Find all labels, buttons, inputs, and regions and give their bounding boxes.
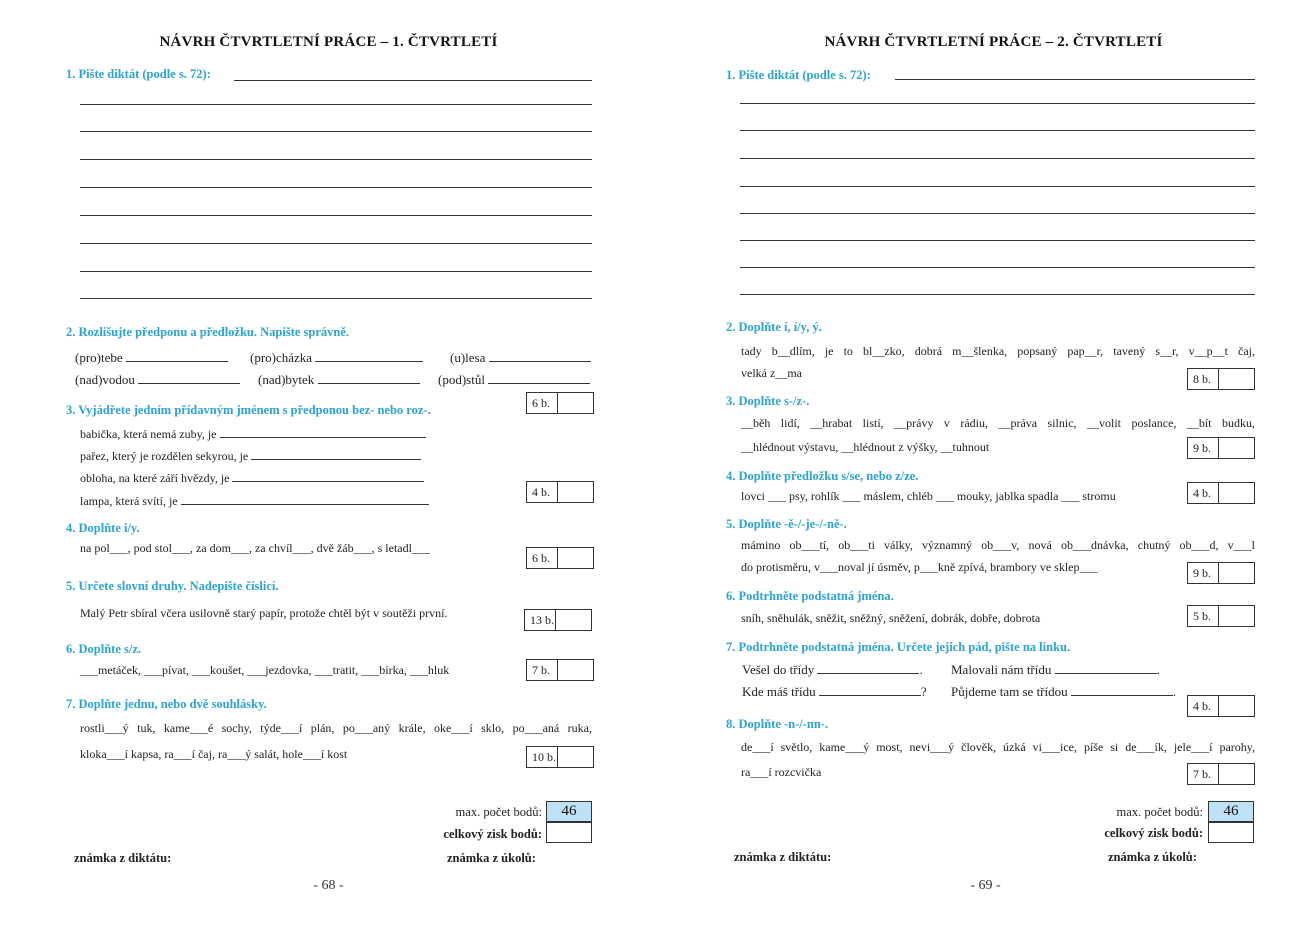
answer-line[interactable] <box>181 504 429 505</box>
task-5-heading: 5. Určete slovní druhy. Nadepište číslicí. <box>66 579 279 593</box>
dictation-line[interactable] <box>740 294 1255 295</box>
score-box: 5 b. <box>1187 605 1255 627</box>
task-5-text: Malý Petr sbíral včera usilovně starý papír, protože chtěl být v soutěži první. <box>80 606 448 620</box>
task-7-line: kloka___í kapsa, ra___í čaj, ra___ý salát, hole___í kost <box>80 747 348 761</box>
answer-line[interactable] <box>232 481 424 482</box>
prefix-item: (pod)stůl <box>438 372 590 388</box>
prefix-item: (pro)tebe <box>75 350 228 366</box>
adjective-item: obloha, na které září hvězdy, je <box>80 471 424 486</box>
page-right <box>657 0 1314 936</box>
task-4-heading: 4. Doplňte předložku s/se, nebo z/ze. <box>726 469 919 483</box>
prefix-item: (nad)vodou <box>75 372 240 388</box>
task-6-text: ___metáček, ___pívat, ___koušet, ___jezdovka, ___tratit, ___bírka, ___hluk <box>80 663 450 677</box>
dictation-line[interactable] <box>80 159 592 160</box>
task-2-heading: 2. Doplňte í, í/y, ý. <box>726 320 822 334</box>
task-8-heading: 8. Doplňte -n-/-nn-. <box>726 717 829 731</box>
score-box: 4 b. <box>1187 482 1255 504</box>
task-2-line: velká z__ma <box>741 366 802 380</box>
grade-tasks-label: známka z úkolů: <box>447 851 536 865</box>
score-box: 4 b. <box>1187 695 1255 717</box>
dictation-line[interactable] <box>80 131 592 132</box>
score-box: 10 b. <box>526 746 594 768</box>
score-box: 6 b. <box>526 392 594 414</box>
prefix-item: (nad)bytek <box>258 372 420 388</box>
dictation-line[interactable] <box>740 240 1255 241</box>
max-points-label: max. počet bodů: <box>1116 805 1203 819</box>
case-item: Malovali nám třídu . <box>951 662 1160 677</box>
case-item: Kde máš třídu ? <box>742 684 927 699</box>
dictation-line[interactable] <box>80 215 592 216</box>
task-7-heading: 7. Podtrhněte podstatná jména. Určete jejich pád, pište na linku. <box>726 640 1071 654</box>
task-7-heading: 7. Doplňte jednu, nebo dvě souhlásky. <box>66 697 267 711</box>
max-points-value: 46 <box>546 801 592 822</box>
dictation-line[interactable] <box>740 267 1255 268</box>
answer-line[interactable] <box>138 383 240 384</box>
task-4-text: na pol___, pod stol___, za dom___, za chvíl___, dvě žáb___, s letadl___ <box>80 541 430 555</box>
max-points-value: 46 <box>1208 801 1254 822</box>
score-box: 7 b. <box>1187 763 1255 785</box>
score-box: 13 b. <box>524 609 592 631</box>
total-points-label: celkový zisk bodů: <box>1104 826 1203 840</box>
grade-tasks-label: známka z úkolů: <box>1108 850 1197 864</box>
score-box: 6 b. <box>526 547 594 569</box>
page-title: NÁVRH ČTVRTLETNÍ PRÁCE – 1. ČTVRTLETÍ <box>159 34 498 50</box>
task-6-heading: 6. Doplňte s/z. <box>66 642 141 656</box>
dictation-line[interactable] <box>740 158 1255 159</box>
task-8-line: ra___í rozcvička <box>741 765 822 779</box>
dictation-line[interactable] <box>740 213 1255 214</box>
score-box: 4 b. <box>526 481 594 503</box>
dictation-line[interactable] <box>234 80 592 81</box>
dictation-line[interactable] <box>895 79 1255 80</box>
task-3-heading: 3. Vyjádřete jedním přídavným jménem s předponou bez- nebo roz-. <box>66 403 431 417</box>
task-2-line: tady b__dlím, je to bl__zko, dobrá m__šlenka, popsaný pap__r, tavený s__r, v__p__t čaj, <box>741 344 1255 358</box>
page-title: NÁVRH ČTVRTLETNÍ PRÁCE – 2. ČTVRTLETÍ <box>824 34 1163 50</box>
answer-line[interactable] <box>489 361 591 362</box>
dictation-line[interactable] <box>740 103 1255 104</box>
score-box: 7 b. <box>526 659 594 681</box>
task-3-heading: 3. Doplňte s-/z-. <box>726 394 810 408</box>
grade-dictation-label: známka z diktátu: <box>74 851 172 865</box>
answer-line[interactable] <box>817 673 919 674</box>
dictation-line[interactable] <box>80 243 592 244</box>
answer-line[interactable] <box>488 383 590 384</box>
dictation-line[interactable] <box>80 298 592 299</box>
prefix-item: (u)lesa <box>450 350 591 366</box>
task-2-heading: 2. Rozlišujte předponu a předložku. Napište správně. <box>66 325 350 339</box>
answer-line[interactable] <box>251 459 421 460</box>
max-points-label: max. počet bodů: <box>455 805 542 819</box>
task-1-heading: 1. Pište diktát (podle s. 72): <box>726 68 871 82</box>
adjective-item: pařez, který je rozdělen sekyrou, je <box>80 449 421 464</box>
page-number: - 68 - <box>313 878 344 893</box>
page-number: - 69 - <box>970 878 1001 893</box>
score-box: 8 b. <box>1187 368 1255 390</box>
dictation-line[interactable] <box>740 130 1255 131</box>
adjective-item: lampa, která svítí, je <box>80 494 429 509</box>
task-5-line: mámino ob___tí, ob___ti války, významný ob___v, nová ob___dnávka, chutný ob___d, v___l <box>741 538 1255 552</box>
task-6-heading: 6. Podtrhněte podstatná jména. <box>726 589 894 603</box>
answer-line[interactable] <box>220 437 426 438</box>
task-3-line: __běh lidí, __hrabat listí, __právy v rádiu, __práva silnic, __volit poslance, __bít budku, <box>741 416 1255 430</box>
case-item: Půjdeme tam se třídou . <box>951 684 1177 699</box>
score-box: 9 b. <box>1187 437 1255 459</box>
task-8-line: de___í světlo, kame___ý most, nevi___ý člověk, úzká vi___ice, píše si de___ík, jele___í parohy, <box>741 740 1255 754</box>
task-4-text: lovci ___ psy, rohlík ___ máslem, chléb ___ mouky, jablka spadla ___ stromu <box>741 489 1116 503</box>
answer-line[interactable] <box>318 383 420 384</box>
answer-line[interactable] <box>819 695 921 696</box>
answer-line[interactable] <box>1055 673 1157 674</box>
total-points-box[interactable] <box>546 822 592 843</box>
dictation-line[interactable] <box>80 271 592 272</box>
prefix-item: (pro)cházka <box>250 350 423 366</box>
task-5-line: do protisměru, v___noval jí úsměv, p___kně zpívá, brambory ve sklep___ <box>741 560 1098 574</box>
task-3-line: __hlédnout výstavu, __hlédnout z výšky, __tuhnout <box>741 440 990 454</box>
dictation-line[interactable] <box>80 187 592 188</box>
task-7-line: rostli___ý tuk, kame___é sochy, týde___í plán, po___aný krále, oke___í sklo, po___aná ruka, <box>80 721 592 735</box>
task-4-heading: 4. Doplňte i/y. <box>66 521 140 535</box>
total-points-label: celkový zisk bodů: <box>443 827 542 841</box>
total-points-box[interactable] <box>1208 822 1254 843</box>
task-5-heading: 5. Doplňte -ě-/-je-/-ně-. <box>726 517 847 531</box>
answer-line[interactable] <box>1071 695 1173 696</box>
score-box: 9 b. <box>1187 562 1255 584</box>
task-1-heading: 1. Pište diktát (podle s. 72): <box>66 67 211 81</box>
task-6-text: sníh, sněhulák, sněžit, sněžný, sněžení, dobrák, dobře, dobrota <box>741 611 1041 625</box>
adjective-item: babička, která nemá zuby, je <box>80 427 426 442</box>
case-item: Vešel do třídy . <box>742 662 923 677</box>
dictation-line[interactable] <box>740 186 1255 187</box>
dictation-line[interactable] <box>80 104 592 105</box>
grade-dictation-label: známka z diktátu: <box>734 850 832 864</box>
answer-line[interactable] <box>315 361 423 362</box>
answer-line[interactable] <box>126 361 228 362</box>
